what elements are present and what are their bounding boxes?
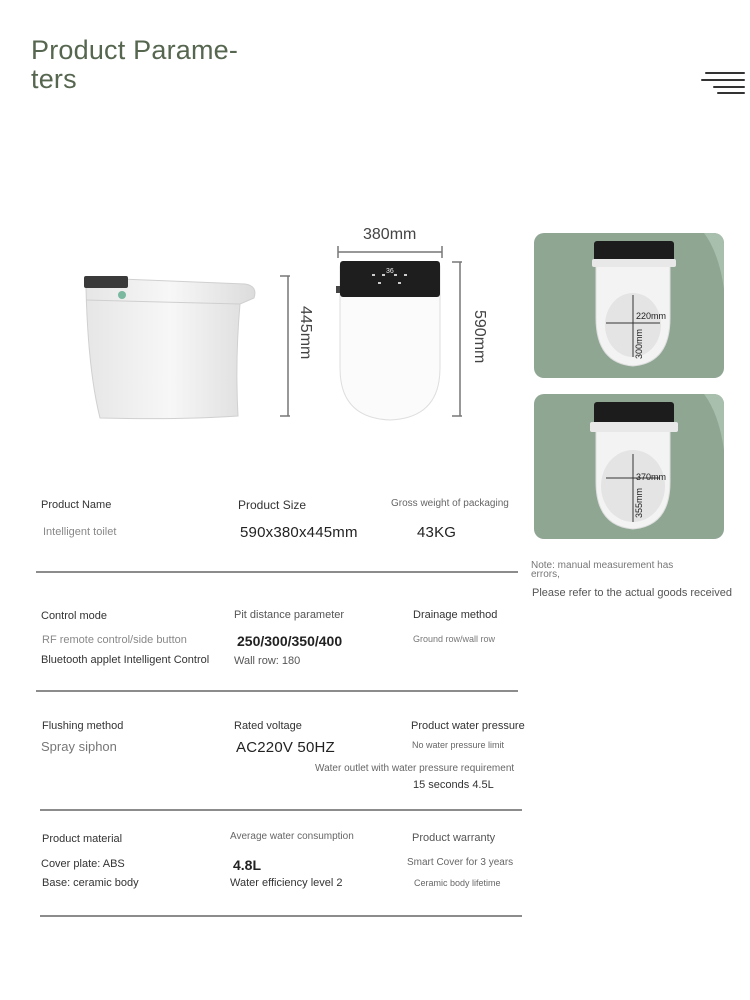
photo-card-2 xyxy=(534,394,724,539)
product-name-value: Intelligent toilet xyxy=(43,526,117,538)
height-label-wrap xyxy=(292,306,322,368)
menu-icon[interactable] xyxy=(697,70,745,96)
product-material-label: Product material xyxy=(42,833,123,845)
wall-row-value: Wall row: 180 xyxy=(234,655,301,667)
photo2-vertical-label: 355mm xyxy=(634,487,644,518)
pit-distance-label: Pit distance parameter xyxy=(234,609,345,621)
depth-label-wrap xyxy=(466,310,496,372)
product-warranty-label: Product warranty xyxy=(412,832,496,844)
panel-readout: 36 xyxy=(386,268,394,275)
divider-1 xyxy=(36,571,518,573)
pit-distance-value: 250/300/350/400 xyxy=(237,633,343,649)
gross-weight-label: Gross weight of packaging xyxy=(391,498,509,509)
drainage-method-label: Drainage method xyxy=(413,609,498,621)
control-mode-value1: RF remote control/side button xyxy=(42,634,187,646)
toilet-top-view xyxy=(334,258,446,424)
warranty-value2: Ceramic body lifetime xyxy=(414,878,501,888)
warranty-value1: Smart Cover for 3 years xyxy=(407,857,514,868)
toilet-side-view xyxy=(80,270,260,425)
note-line2: errors, xyxy=(531,569,560,580)
depth-dimension-line xyxy=(450,260,466,420)
note-line3: Please refer to the actual goods received xyxy=(532,587,732,599)
water-efficiency-value: Water efficiency level 2 xyxy=(230,877,343,889)
product-size-label: Product Size xyxy=(238,498,307,512)
photo1-horizontal-label: 220mm xyxy=(636,311,667,321)
note-line1: Note: manual measurement has xyxy=(531,560,674,571)
flushing-method-label: Flushing method xyxy=(42,720,124,732)
gross-weight-value: 43KG xyxy=(417,524,457,541)
divider-2 xyxy=(36,690,518,692)
product-name-label: Product Name xyxy=(41,499,112,511)
water-pressure-value3: 15 seconds 4.5L xyxy=(413,779,494,791)
depth-label: 590mm xyxy=(471,310,488,364)
divider-4 xyxy=(40,915,522,917)
drainage-method-value: Ground row/wall row xyxy=(413,634,496,644)
photo1-vertical-label-wrap xyxy=(634,329,648,369)
control-mode-value2: Bluetooth applet Intelligent Control xyxy=(41,654,210,666)
toilet-photo-2 xyxy=(534,394,724,539)
water-consumption-value: 4.8L xyxy=(233,857,262,873)
measurement-note xyxy=(531,561,673,579)
material-value1: Cover plate: ABS xyxy=(41,858,125,870)
width-label: 380mm xyxy=(363,226,417,243)
water-pressure-value2: Water outlet with water pressure requirement xyxy=(315,763,515,774)
control-mode-label: Control mode xyxy=(41,610,108,622)
photo-card-1 xyxy=(534,233,724,378)
page-title-line1: Product Parame- xyxy=(31,35,239,65)
photo2-vertical-label-wrap xyxy=(634,486,648,526)
rated-voltage-label: Rated voltage xyxy=(234,720,302,732)
rated-voltage-value: AC220V 50HZ xyxy=(236,739,335,756)
height-label: 445mm xyxy=(297,306,314,360)
water-pressure-label: Product water pressure xyxy=(411,720,525,732)
material-value2: Base: ceramic body xyxy=(42,877,139,889)
flushing-method-value: Spray siphon xyxy=(41,739,117,754)
product-size-value: 590x380x445mm xyxy=(240,524,358,541)
page-title xyxy=(31,36,271,94)
photo2-horizontal-label: 370mm xyxy=(636,472,667,482)
water-consumption-label: Average water consumption xyxy=(230,831,354,842)
toilet-photo-1 xyxy=(534,233,724,378)
divider-3 xyxy=(40,809,522,811)
water-pressure-value1: No water pressure limit xyxy=(412,740,505,750)
page-title-line2: ters xyxy=(31,64,77,94)
photo1-vertical-label: 300mm xyxy=(634,328,644,359)
